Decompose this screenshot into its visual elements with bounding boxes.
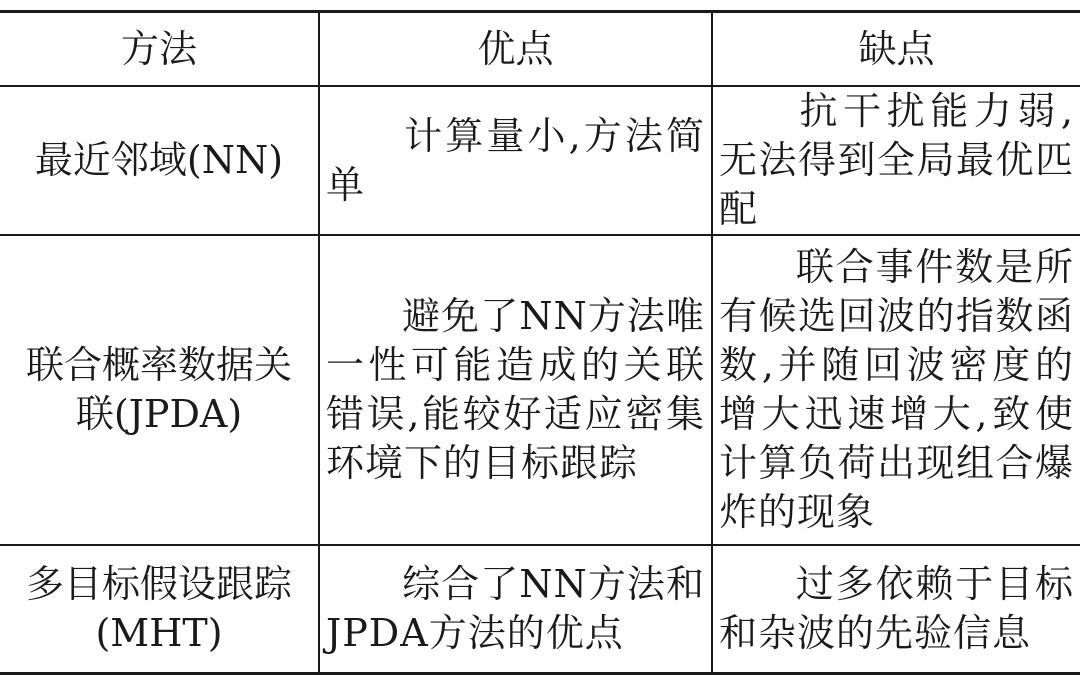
advantage-text: 计算量小,方法简单	[326, 113, 705, 207]
method-cell: 最近邻域(NN)	[0, 86, 319, 235]
disadvantage-text: 过多依赖于目标和杂波的先验信息	[719, 562, 1074, 655]
advantage-cell	[319, 545, 712, 674]
comparison-table	[0, 10, 1080, 675]
table-row	[0, 235, 1080, 545]
table-row	[0, 86, 1080, 235]
header-method: 方法	[120, 26, 197, 71]
disadvantage-text: 抗干扰能力弱,无法得到全局最优匹配	[719, 89, 1074, 231]
advantage-text: 综合了NN方法和JPDA方法的优点	[326, 562, 705, 655]
table-header-row	[0, 12, 1080, 87]
comparison-table-container	[0, 10, 1080, 655]
advantage-cell	[319, 235, 712, 545]
advantage-text: 避免了NN方法唯一性可能造成的关联错误,能较好适应密集环境下的目标跟踪	[326, 294, 705, 485]
disadvantage-cell	[712, 235, 1080, 545]
advantage-cell	[319, 86, 712, 235]
header-advantage: 优点	[319, 12, 712, 87]
caption-remnant	[0, 0, 1080, 4]
method-cell: 联合概率数据关联(JPDA)	[0, 235, 319, 545]
disadvantage-text: 联合事件数是所有候选回波的指数函数,并随回波密度的增大迅速增大,致使计算负荷出现组合爆炸的现象	[719, 245, 1074, 534]
disadvantage-cell	[712, 545, 1080, 674]
header-disadvantage: 缺点	[712, 12, 1080, 87]
method-cell: 多目标假设跟踪(MHT)	[0, 545, 319, 674]
table-row	[0, 545, 1080, 674]
disadvantage-cell	[712, 86, 1080, 235]
